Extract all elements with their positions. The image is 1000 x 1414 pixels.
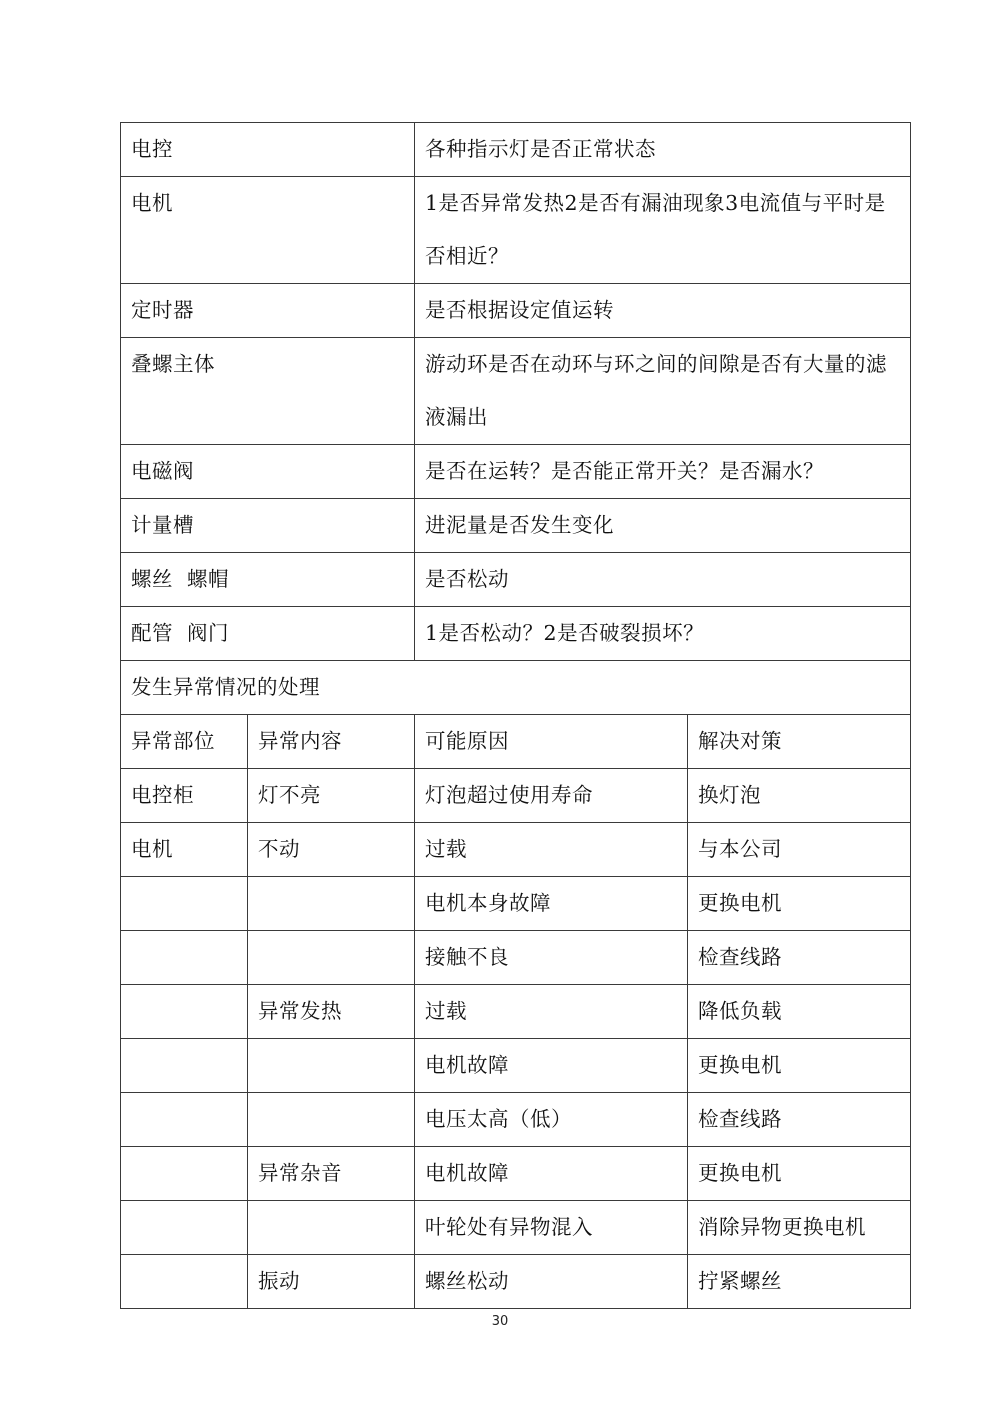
header-cell: 可能原因 [415,715,688,769]
section-title-row [121,661,911,715]
part-cell [121,985,248,1039]
symptom-cell [248,1039,415,1093]
symptom-cell: 异常发热 [248,985,415,1039]
inspection-row [121,338,911,445]
page-number: 30 [491,1314,509,1329]
part-cell: 电控柜 [121,769,248,823]
symptom-cell: 异常杂音 [248,1147,415,1201]
cause-cell: 螺丝松动 [415,1255,688,1309]
part-cell: 配管 阀门 [121,607,415,661]
symptom-cell: 灯不亮 [248,769,415,823]
check-cell: 是否松动 [415,553,911,607]
cause-cell: 灯泡超过使用寿命 [415,769,688,823]
trouble-row [121,1039,911,1093]
cause-cell: 电机故障 [415,1039,688,1093]
trouble-row [121,1147,911,1201]
symptom-cell: 振动 [248,1255,415,1309]
inspection-row [121,607,911,661]
check-cell: 进泥量是否发生变化 [415,499,911,553]
check-cell: 游动环是否在动环与环之间的间隙是否有大量的滤液漏出 [415,338,911,445]
check-cell: 1是否松动？2是否破裂损坏？ [415,607,911,661]
solution-cell: 更换电机 [688,877,911,931]
inspection-row [121,445,911,499]
part-cell: 定时器 [121,284,415,338]
solution-cell: 拧紧螺丝 [688,1255,911,1309]
part-cell: 计量槽 [121,499,415,553]
part-cell [121,1093,248,1147]
symptom-cell: 不动 [248,823,415,877]
solution-cell: 更换电机 [688,1147,911,1201]
trouble-row [121,931,911,985]
part-cell: 电控 [121,123,415,177]
solution-cell: 检查线路 [688,1093,911,1147]
trouble-row [121,769,911,823]
check-cell: 各种指示灯是否正常状态 [415,123,911,177]
part-cell: 叠螺主体 [121,338,415,445]
inspection-row [121,177,911,284]
cause-cell: 叶轮处有异物混入 [415,1201,688,1255]
cause-cell: 接触不良 [415,931,688,985]
header-cell: 解决对策 [688,715,911,769]
part-cell [121,1147,248,1201]
cause-cell: 电压太高（低） [415,1093,688,1147]
part-cell: 电机 [121,177,415,284]
header-cell: 异常内容 [248,715,415,769]
part-cell: 螺丝 螺帽 [121,553,415,607]
trouble-row [121,877,911,931]
check-cell: 是否根据设定值运转 [415,284,911,338]
header-cell: 异常部位 [121,715,248,769]
maintenance-table [120,122,911,1309]
solution-cell: 更换电机 [688,1039,911,1093]
inspection-row [121,284,911,338]
check-cell: 是否在运转？是否能正常开关？是否漏水？ [415,445,911,499]
solution-cell: 检查线路 [688,931,911,985]
trouble-row [121,1201,911,1255]
check-cell: 1是否异常发热2是否有漏油现象3电流值与平时是否相近？ [415,177,911,284]
trouble-row [121,823,911,877]
inspection-row [121,499,911,553]
part-cell [121,931,248,985]
part-cell: 电磁阀 [121,445,415,499]
solution-cell: 降低负载 [688,985,911,1039]
symptom-cell [248,877,415,931]
trouble-row [121,985,911,1039]
cause-cell: 过载 [415,985,688,1039]
symptom-cell [248,931,415,985]
trouble-row [121,1093,911,1147]
cause-cell: 过载 [415,823,688,877]
solution-cell: 与本公司 [688,823,911,877]
symptom-cell [248,1093,415,1147]
part-cell: 电机 [121,823,248,877]
inspection-row [121,553,911,607]
solution-cell: 换灯泡 [688,769,911,823]
part-cell [121,1201,248,1255]
cause-cell: 电机故障 [415,1147,688,1201]
part-cell [121,877,248,931]
part-cell [121,1039,248,1093]
trouble-row [121,1255,911,1309]
part-cell [121,1255,248,1309]
section-title: 发生异常情况的处理 [121,661,911,715]
trouble-header-row [121,715,911,769]
inspection-row [121,123,911,177]
symptom-cell [248,1201,415,1255]
cause-cell: 电机本身故障 [415,877,688,931]
solution-cell: 消除异物更换电机 [688,1201,911,1255]
